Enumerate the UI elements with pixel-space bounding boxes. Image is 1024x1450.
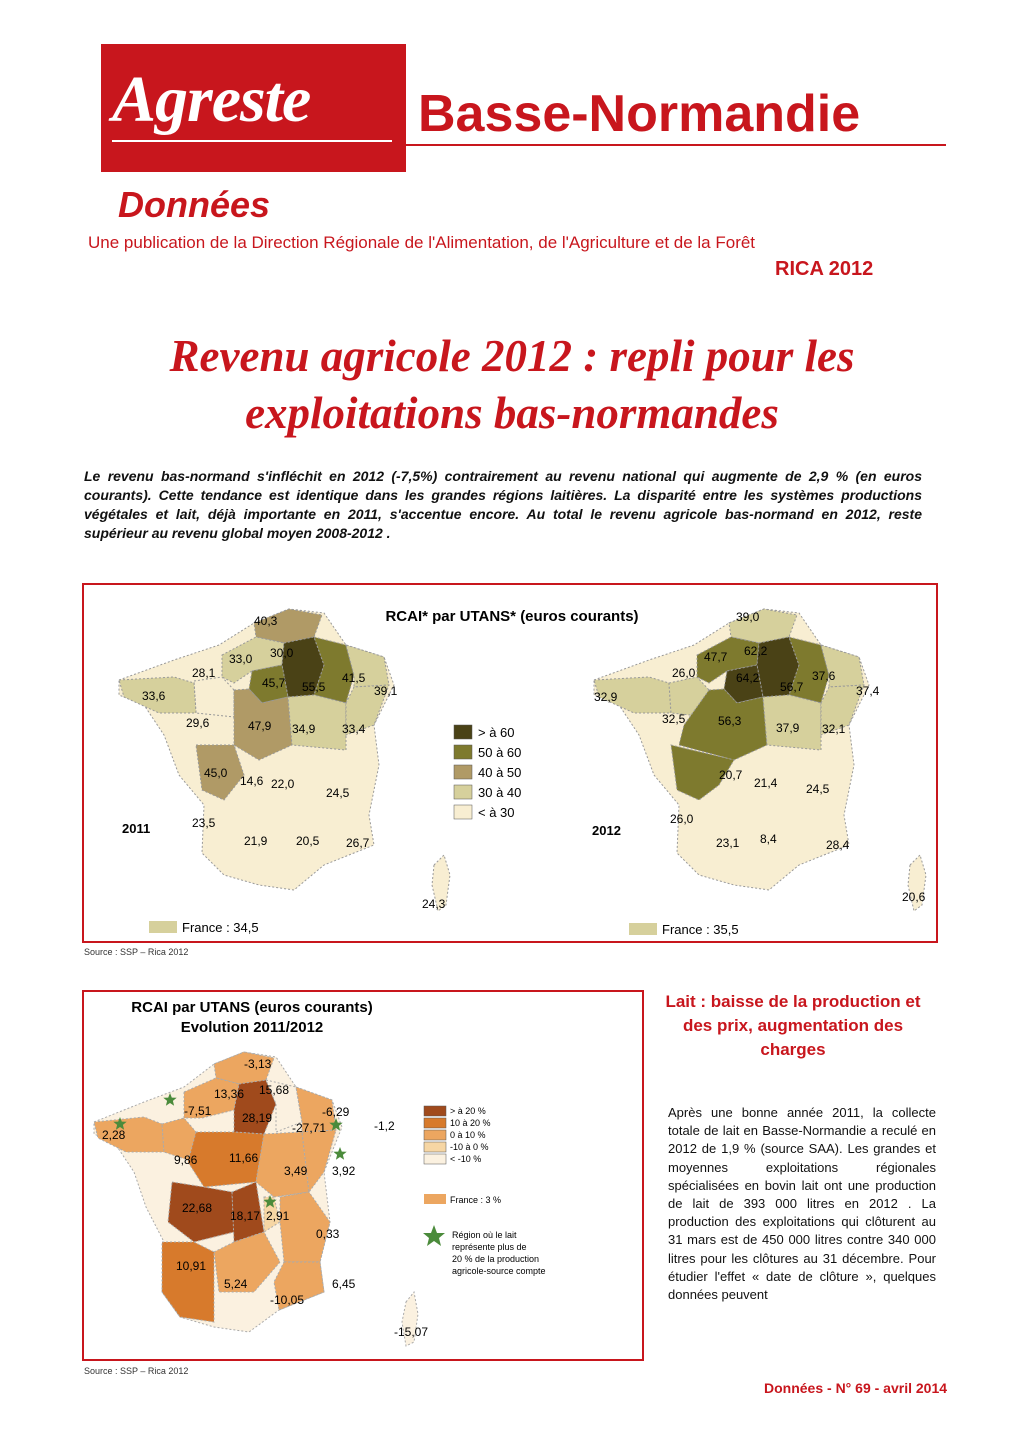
milk-region-star-icon bbox=[333, 1147, 346, 1160]
map1-france-left: France : 34,5 bbox=[182, 920, 259, 935]
map2-title-line1: RCAI par UTANS (euros courants) bbox=[131, 999, 373, 1016]
map1-legend-swatch bbox=[454, 745, 472, 759]
map1-year-left: 2011 bbox=[122, 821, 151, 836]
footer: Données - N° 69 - avril 2014 bbox=[764, 1380, 948, 1396]
map1-value-2011: 14,6 bbox=[240, 774, 264, 788]
map-rcai-2011-2012 bbox=[82, 583, 938, 943]
region-title: Basse-Normandie bbox=[418, 85, 861, 143]
map2-star-note-2: représente plus de bbox=[452, 1242, 527, 1252]
map1-value-2011: 33,4 bbox=[342, 722, 366, 736]
map1-svg bbox=[84, 585, 936, 941]
map2-svg bbox=[84, 992, 642, 1359]
series-label: Données bbox=[118, 184, 271, 225]
map1-legend-swatch bbox=[454, 785, 472, 799]
map1-value-2011: 24,5 bbox=[326, 786, 350, 800]
map1-value-2012: 32,9 bbox=[594, 690, 618, 704]
map1-value-2011: 21,9 bbox=[244, 834, 268, 848]
map2-legend-label: < -10 % bbox=[450, 1154, 482, 1164]
map2-legend-label: -10 à 0 % bbox=[450, 1142, 489, 1152]
map2-france: France : 3 % bbox=[450, 1195, 502, 1205]
map1-value-2011: 23,5 bbox=[192, 816, 216, 830]
map1-value-2011: 28,1 bbox=[192, 666, 216, 680]
map1-value-2012: 26,0 bbox=[672, 666, 696, 680]
map1-value-2012: 37,9 bbox=[776, 721, 800, 735]
map1-value-2011: 29,6 bbox=[186, 716, 210, 730]
map2-value: -15,07 bbox=[394, 1325, 429, 1339]
map1-value-2011: 41,5 bbox=[342, 671, 366, 685]
map1-legend-label: 30 à 40 bbox=[478, 785, 522, 800]
map2-value: 5,24 bbox=[224, 1277, 248, 1291]
map1-value-2012: 39,0 bbox=[736, 610, 760, 624]
star-legend-icon bbox=[423, 1225, 445, 1246]
map2-legend-swatch bbox=[424, 1154, 446, 1164]
region-underline bbox=[406, 144, 946, 146]
map1-source: Source : SSP – Rica 2012 bbox=[84, 947, 189, 957]
map1-value-2012: 21,4 bbox=[754, 776, 778, 790]
map2-value: 15,68 bbox=[259, 1083, 290, 1097]
map1-value-2011: 47,9 bbox=[248, 719, 272, 733]
map1-legend-label: 50 à 60 bbox=[478, 745, 522, 760]
map2-value: 0,33 bbox=[316, 1227, 340, 1241]
map1-value-2011: 20,5 bbox=[296, 834, 320, 848]
map2-value: 22,68 bbox=[182, 1201, 213, 1215]
map2-legend-swatch bbox=[424, 1106, 446, 1116]
map1-value-2012: 47,7 bbox=[704, 650, 728, 664]
map2-value: 10,91 bbox=[176, 1259, 207, 1273]
map1-value-2012: 37,6 bbox=[812, 669, 836, 683]
map2-star-note-1: Région où le lait bbox=[452, 1230, 517, 1240]
map1-value-2012: 56,7 bbox=[780, 680, 804, 694]
map2-value: -10,05 bbox=[270, 1293, 305, 1307]
map2-value: 9,86 bbox=[174, 1153, 198, 1167]
map1-value-2012: 26,0 bbox=[670, 812, 694, 826]
logo-underline bbox=[112, 140, 392, 142]
map1-legend-swatch bbox=[454, 765, 472, 779]
map2-value: 13,36 bbox=[214, 1087, 245, 1101]
map2-value: -7,51 bbox=[184, 1104, 212, 1118]
map2-value: 3,92 bbox=[332, 1164, 356, 1178]
map1-value-2012: 28,4 bbox=[826, 838, 850, 852]
lead-paragraph: Le revenu bas-normand s'infléchit en 2012 (-7,5%) contrairement au revenu national qui augmente de 2,9 % (en euros courants). Cette tendance est identique dans les grandes régions laitières. La disparité entre les systèmes productions végétales et lait, déjà importante en 2011, s'accentue encore. Au total le revenu agricole bas-normand en 2012, reste supérieur au revenu global moyen 2008-2012 . bbox=[84, 468, 922, 541]
map1-value-2012: 8,4 bbox=[760, 832, 777, 846]
map2-value: -27,71 bbox=[292, 1121, 327, 1135]
map1-value-2012: 64,2 bbox=[736, 671, 760, 685]
map2-value: 2,91 bbox=[266, 1209, 290, 1223]
map1-value-2011: 33,6 bbox=[142, 689, 166, 703]
map1-value-2012: 20,7 bbox=[719, 768, 743, 782]
map1-france-right: France : 35,5 bbox=[662, 922, 739, 937]
map1-france-swatch-right bbox=[629, 923, 657, 935]
map2-france-swatch bbox=[424, 1194, 446, 1204]
map2-source: Source : SSP – Rica 2012 bbox=[84, 1366, 189, 1376]
map2-title-line2: Evolution 2011/2012 bbox=[180, 1019, 324, 1036]
map1-legend-label: 40 à 50 bbox=[478, 765, 522, 780]
map-rcai-evolution bbox=[82, 990, 644, 1361]
map1-value-2011: 26,7 bbox=[346, 836, 370, 850]
map1-france-swatch-left bbox=[149, 921, 177, 933]
map2-value: -1,2 bbox=[374, 1119, 395, 1133]
map1-value-2011: 45,7 bbox=[262, 676, 286, 690]
map1-value-2012: 56,3 bbox=[718, 714, 742, 728]
map1-value-2011: 34,9 bbox=[292, 722, 316, 736]
map1-value-2012: 20,6 bbox=[902, 890, 926, 904]
article-title: Revenu agricole 2012 : repli pour les exploitations bas-normandes bbox=[169, 331, 855, 438]
map1-value-2012: 23,1 bbox=[716, 836, 740, 850]
map2-value: 18,17 bbox=[230, 1209, 261, 1223]
map1-value-2011: 22,0 bbox=[271, 777, 295, 791]
map2-value: -6,29 bbox=[322, 1105, 350, 1119]
map2-legend-label: 10 à 20 % bbox=[450, 1118, 491, 1128]
map2-legend-label: 0 à 10 % bbox=[450, 1130, 486, 1140]
map1-legend-swatch bbox=[454, 805, 472, 819]
map2-legend-swatch bbox=[424, 1118, 446, 1128]
map1-title: RCAI* par UTANS* (euros courants) bbox=[385, 608, 639, 625]
map1-value-2011: 30,0 bbox=[270, 646, 294, 660]
map2-value: 3,49 bbox=[284, 1164, 308, 1178]
map1-legend-label: > à 60 bbox=[478, 725, 515, 740]
map2-legend-swatch bbox=[424, 1130, 446, 1140]
map1-value-2011: 40,3 bbox=[254, 614, 278, 628]
map1-value-2012: 62,2 bbox=[744, 644, 768, 658]
map1-value-2011: 55,5 bbox=[302, 680, 326, 694]
map1-value-2011: 45,0 bbox=[204, 766, 228, 780]
map1-value-2012: 32,1 bbox=[822, 722, 846, 736]
map1-value-2011: 39,1 bbox=[374, 684, 398, 698]
map2-value: 28,19 bbox=[242, 1111, 273, 1125]
map1-legend-swatch bbox=[454, 725, 472, 739]
publisher-subtitle: Une publication de la Direction Régionale de l'Alimentation, de l'Agriculture et de la Forêt bbox=[88, 233, 756, 252]
map1-value-2011: 24,3 bbox=[422, 897, 446, 911]
agreste-logo: Agreste bbox=[112, 63, 311, 136]
map2-value: 6,45 bbox=[332, 1277, 356, 1291]
rica-label: RICA 2012 bbox=[775, 258, 874, 280]
map1-legend bbox=[454, 725, 521, 820]
sidebar-text: Après une bonne année 2011, la collecte totale de lait en Basse-Normandie a reculé en 2012 de 1,9 % (source SAA). Les grandes et moyennes exploitations régionales spécialisées en bovin lait ont une production de lait de 393 000 litres en 2012 . La production des exploitations qui clôturent au 31 mars est de 450 000 litres contre 340 000 litres pour les clôtures au 31 décembre. Pour étudier l'effet « date de clôture », quelques données peuvent bbox=[668, 1105, 936, 1303]
map1-value-2012: 32,5 bbox=[662, 712, 686, 726]
map2-star-note-3: 20 % de la production bbox=[452, 1254, 540, 1264]
sidebar-title: Lait : baisse de la production et des prix, augmentation des charges bbox=[665, 992, 921, 1059]
map1-value-2012: 24,5 bbox=[806, 782, 830, 796]
map2-legend-label: > à 20 % bbox=[450, 1106, 486, 1116]
map2-value: 11,66 bbox=[229, 1151, 259, 1165]
map1-value-2011: 33,0 bbox=[229, 652, 253, 666]
france-map-evolution bbox=[94, 1052, 418, 1346]
map2-value: -3,13 bbox=[244, 1057, 272, 1071]
map1-value-2012: 37,4 bbox=[856, 684, 880, 698]
map2-star-note-4: agricole-source compte bbox=[452, 1266, 546, 1276]
map1-legend-label: < à 30 bbox=[478, 805, 515, 820]
map2-value: 2,28 bbox=[102, 1128, 126, 1142]
map2-legend-swatch bbox=[424, 1142, 446, 1152]
map2-legend bbox=[424, 1106, 491, 1164]
map1-year-right: 2012 bbox=[592, 823, 621, 838]
